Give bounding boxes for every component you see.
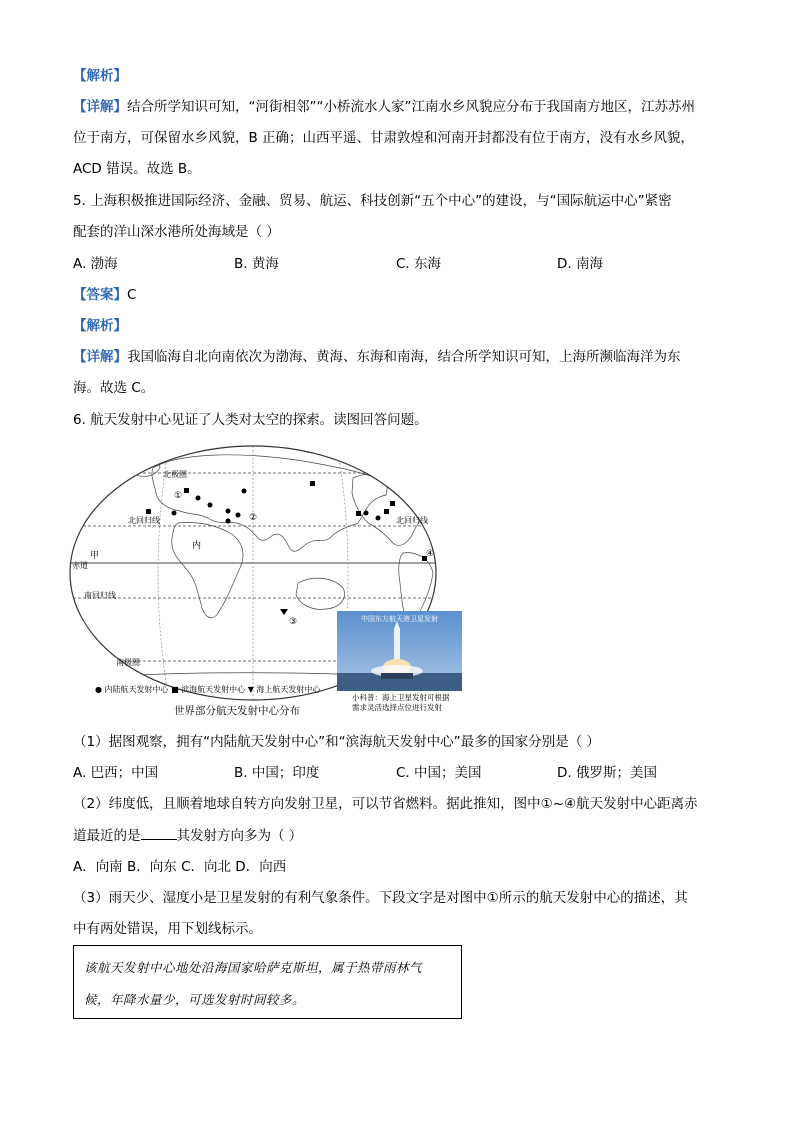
analysis-tag: 【解析】 bbox=[73, 68, 127, 84]
coastal-site-marker bbox=[356, 511, 361, 516]
detail-paragraph-line bbox=[73, 347, 681, 367]
sub-question-3: （3）雨天少、湿度小是卫星发射的有利气象条件。下段文字是对图中①所示的航天发射中心的描述，其 bbox=[73, 890, 688, 906]
sub-question-1: （1）据图观察，拥有“内陆航天发射中心”和“滨海航天发射中心”最多的国家分别是（ ） bbox=[73, 734, 600, 750]
inland-site-marker bbox=[376, 516, 381, 521]
sub1-option-a: A. 巴西；中国 bbox=[73, 765, 159, 781]
description-line: 该航天发射中心地处沿海国家哈萨克斯坦，属于热带雨林气 bbox=[84, 960, 423, 975]
site1-label: ① bbox=[174, 491, 183, 501]
answer-tag: 【答案】 bbox=[73, 287, 127, 303]
option-c: C. 东海 bbox=[396, 256, 442, 272]
analysis-tag: 【解析】 bbox=[73, 318, 127, 334]
description-line: 候，年降水量少，可选发射时间较多。 bbox=[84, 992, 306, 1007]
photo-title: 中国东方航天港卫星发射 bbox=[361, 615, 438, 623]
sub2-text-b: 其发射方向多为（ ） bbox=[176, 828, 303, 844]
sub2-options: A．向南 B．向东 C．向北 D．向西 bbox=[73, 859, 287, 875]
question-stem: 配套的洋山深水港所处海域是（ ） bbox=[73, 224, 280, 240]
question-stem: 6. 航天发射中心见证了人类对太空的探索。读图回答问题。 bbox=[73, 412, 428, 428]
site3-label: ③ bbox=[289, 617, 298, 627]
equator-label: 赤道 bbox=[72, 561, 88, 570]
tropic-cancer-label-right: 北回归线 bbox=[396, 516, 428, 525]
coastal-site-marker bbox=[390, 501, 395, 506]
inland-site-marker bbox=[208, 503, 213, 508]
sub-question-2-line2 bbox=[73, 826, 302, 846]
answer-blank[interactable] bbox=[141, 827, 177, 840]
detail-paragraph-line: ACD 错误。故选 B。 bbox=[73, 161, 201, 177]
sub1-option-d: D. 俄罗斯；美国 bbox=[557, 765, 657, 781]
inland-site-marker bbox=[172, 511, 177, 516]
detail-tag: 【详解】 bbox=[73, 349, 127, 365]
coastal-site-marker bbox=[146, 509, 151, 514]
inland-site-marker bbox=[236, 513, 241, 518]
map-legend: ● 内陆航天发射中心 ■ 滨海航天发射中心 ▼ 海上航天发射中心 bbox=[95, 685, 321, 694]
answer-line bbox=[73, 285, 136, 305]
inland-site-marker bbox=[226, 519, 231, 524]
detail-paragraph-line: 海。故选 C。 bbox=[73, 380, 155, 396]
photo-caption-line: 小科普：海上卫星发射可根据 bbox=[352, 693, 450, 702]
inland-site-marker bbox=[242, 489, 247, 494]
question-stem: 5. 上海积极推进国际经济、金融、贸易、航运、科技创新“五个中心”的建设，与“国际航运中心”紧密 bbox=[73, 193, 672, 209]
sub2-text-a: 道最近的是 bbox=[73, 828, 141, 844]
site2-label: ② bbox=[249, 513, 258, 523]
sub1-option-b: B. 中国；印度 bbox=[234, 765, 320, 781]
option-b: B. 黄海 bbox=[234, 256, 279, 272]
jia-label: 甲 bbox=[90, 551, 100, 561]
description-box bbox=[73, 945, 462, 1019]
detail-text: 我国临海自北向南依次为渤海、黄海、东海和南海，结合所学知识可知，上海所濒临海洋为东 bbox=[127, 349, 681, 365]
coastal-site-marker bbox=[184, 488, 189, 493]
sub-question-2: （2）纬度低，且顺着地球自转方向发射卫星，可以节省燃料。据此推知，图中①~④航天发射中心距离赤 bbox=[73, 796, 698, 812]
answer-value: C bbox=[127, 287, 137, 303]
antarctic-circle-label: 南极圈 bbox=[116, 658, 140, 667]
detail-paragraph-line bbox=[73, 97, 695, 117]
photo-caption-line: 需求灵活选择点位进行发射 bbox=[352, 703, 442, 712]
coastal-site-marker bbox=[310, 481, 315, 486]
tropic-capricorn-label: 南回归线 bbox=[84, 591, 116, 600]
site4-label: ④ bbox=[426, 549, 435, 559]
arctic-circle-label: 北极圈 bbox=[163, 470, 187, 479]
detail-tag: 【详解】 bbox=[73, 99, 127, 115]
sub1-option-c: C. 中国；美国 bbox=[396, 765, 482, 781]
sub-question-3-line2: 中有两处错误，用下划线标示。 bbox=[73, 921, 262, 937]
coastal-site-marker bbox=[384, 509, 389, 514]
detail-paragraph-line: 位于南方，可保留水乡风貌，B 正确；山西平遥、甘肃敦煌和河南开封都没有位于南方，没有水乡风貌， bbox=[73, 130, 695, 146]
inland-site-marker bbox=[226, 509, 231, 514]
rocket-launch-photo bbox=[337, 611, 462, 691]
nei-label: 内 bbox=[192, 541, 202, 551]
photo-caption bbox=[352, 693, 462, 713]
inland-site-marker bbox=[364, 511, 369, 516]
tropic-cancer-label-left: 北回归线 bbox=[128, 516, 160, 525]
map-caption: 世界部分航天发射中心分布 bbox=[174, 705, 300, 717]
inland-site-marker bbox=[196, 496, 201, 501]
option-d: D. 南海 bbox=[557, 256, 603, 272]
option-a: A. 渤海 bbox=[73, 256, 118, 272]
detail-text: 结合所学知识可知，“河街相邻”“小桥流水人家”江南水乡风貌应分布于我国南方地区，江苏苏州 bbox=[127, 99, 695, 115]
